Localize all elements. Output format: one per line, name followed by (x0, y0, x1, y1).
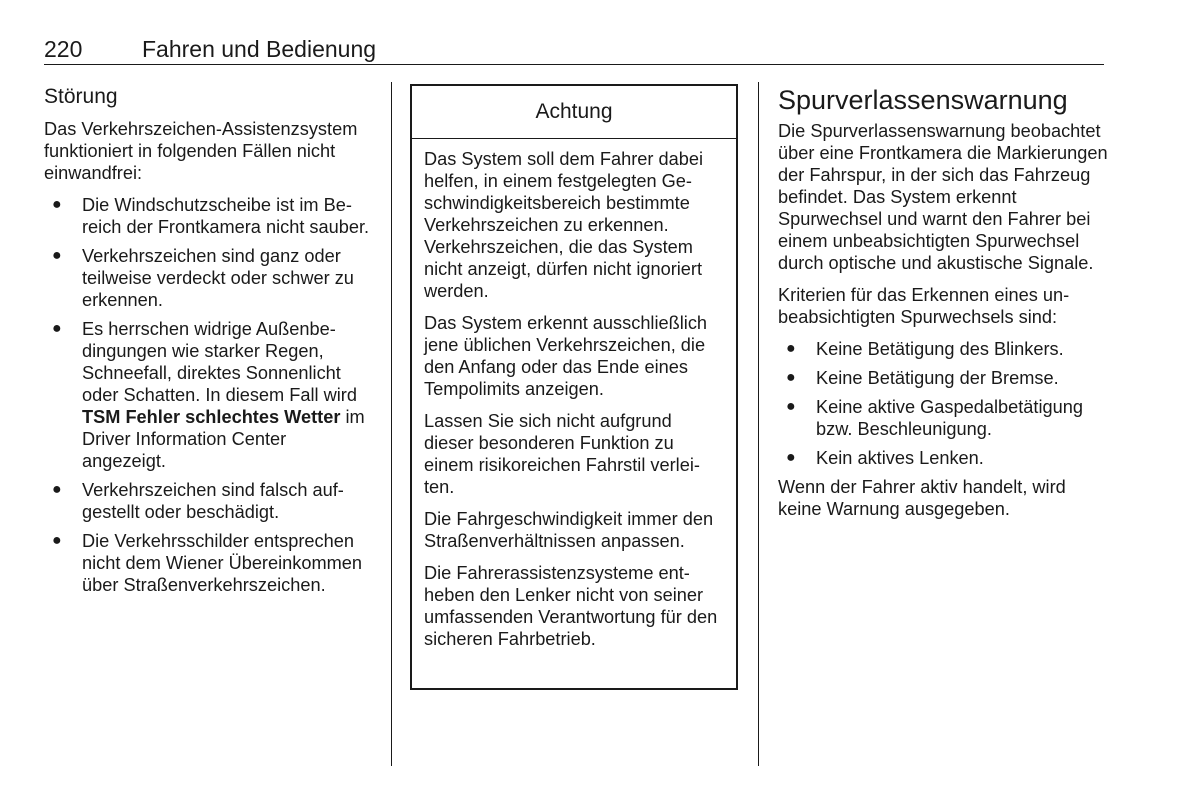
warning-box (410, 84, 738, 690)
bullet-icon: ● (52, 196, 62, 213)
list-item: ● Verkehrszeichen sind falsch aufgestellt oder beschädigt. (52, 480, 344, 522)
warning-paragraph: Das System soll dem Fahrer dabei helfen, in einem festgelegten Geschwindigkeitsbereich bestimmte Verkehrszeichen zu erkennen. Verkehrszeichen, die das System nicht anzeigt, dürfen nicht ignoriert werden. (424, 149, 703, 301)
column-divider-right (758, 82, 759, 766)
list-item: ● Die Windschutzscheibe ist im Bereich der Frontkamera nicht sauber. (52, 195, 370, 237)
bullet-icon: ● (52, 320, 62, 337)
list-item: ● Keine Betätigung der Bremse. (786, 368, 1059, 388)
list-item: ● Kein aktives Lenken. (786, 448, 984, 468)
list-item: ● Es herrschen widrige Außenbedingungen wie starker Regen, Schneefall, direktes Sonnenlicht oder Schatten. In diesem Fall wird TSM Fehler schlechtes Wetter im Driver Information Center angezeigt. (52, 319, 365, 471)
bullet-icon: ● (786, 398, 796, 415)
warning-paragraph: Die Fahrgeschwindigkeit immer den Straßenverhältnissen anpassen. (424, 509, 714, 551)
warning-paragraph: Das System erkennt ausschließlich jene üblichen Verkehrszeichen, die den Anfang oder das Ende eines Tempolimits anzeigen. (424, 313, 708, 399)
malfunction-list (44, 194, 374, 596)
left-column (44, 84, 374, 603)
bullet-icon: ● (786, 340, 796, 357)
bullet-icon: ● (52, 247, 62, 264)
column-divider-left (391, 82, 392, 766)
list-item: ● Keine aktive Gaspedalbetätigung bzw. Beschleunigung. (786, 397, 1083, 439)
list-item: ● Keine Betätigung des Blinkers. (786, 339, 1064, 359)
bullet-icon: ● (786, 369, 796, 386)
warning-title: Achtung (412, 86, 736, 139)
warning-body (412, 139, 736, 650)
section-heading-stoerung: Störung (44, 85, 118, 108)
right-outro: Wenn der Fahrer aktiv handelt, wird keine Warnung ausgegeben. (778, 477, 1066, 519)
criteria-list (778, 338, 1108, 469)
page-header (44, 34, 1104, 65)
list-item: ● Die Verkehrsschilder entsprechen nicht dem Wiener Übereinkommen über Straßenverkehrszeichen. (52, 531, 362, 595)
warning-paragraph: Die Fahrerassistenzsysteme entheben den Lenker nicht von seiner umfassenden Verantwortung für den sicheren Fahrbetrieb. (424, 563, 718, 649)
criteria-intro: Kriterien für das Erkennen eines unbeabsichtigten Spurwechsels sind: (778, 285, 1070, 327)
bullet-icon: ● (786, 449, 796, 466)
bullet-icon: ● (52, 481, 62, 498)
bullet-icon: ● (52, 532, 62, 549)
dic-message: TSM Fehler schlechtes Wetter (82, 407, 341, 427)
warning-paragraph: Lassen Sie sich nicht aufgrund dieser besonderen Funktion zu einem risikoreichen Fahrstil verleiten. (424, 411, 700, 497)
right-intro: Die Spurverlassenswarnung beobachtet über eine Frontkamera die Markierungen der Fahrspur, in der sich das Fahrzeug befindet. Das System erkennt Spurwechsel und warnt den Fahrer bei einem unbeabsichtigten Spurwechsel durch optische und akustische Signale. (778, 121, 1108, 273)
chapter-title: Fahren und Bedienung (142, 36, 377, 62)
section-heading-spurverlassenswarnung: Spurverlassenswarnung (778, 85, 1068, 115)
list-item: ● Verkehrszeichen sind ganz oder teilweise verdeckt oder schwer zu erkennen. (52, 246, 354, 310)
left-intro: Das Verkehrszeichen-Assistenzsystem funktioniert in folgenden Fällen nicht einwandfrei: (44, 119, 358, 183)
right-column (778, 84, 1108, 530)
page-number: 220 (44, 36, 83, 62)
